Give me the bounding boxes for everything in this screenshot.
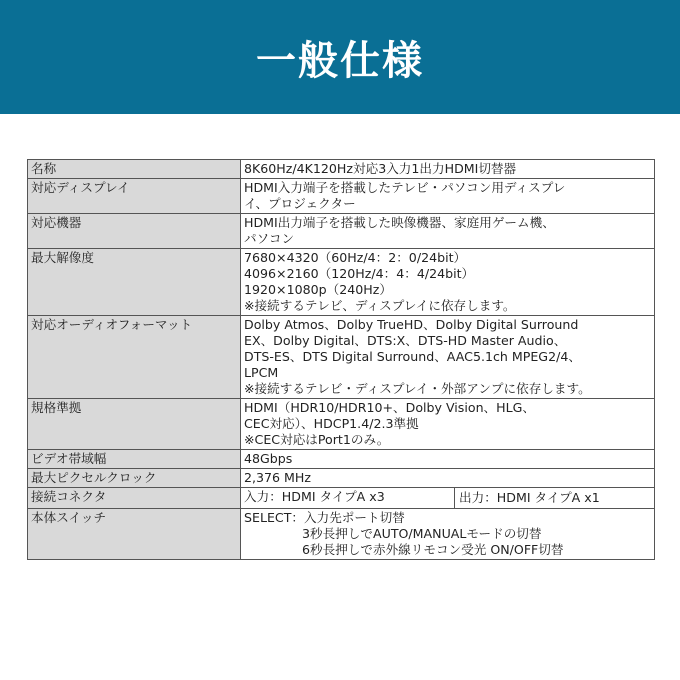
spec-table <box>27 159 655 560</box>
row-label: 名称 <box>28 160 241 179</box>
table-row <box>28 488 655 509</box>
value-line: Dolby Atmos、Dolby TrueHD、Dolby Digital Surround <box>244 317 579 332</box>
value-line: 48Gbps <box>244 451 293 466</box>
row-label: 対応ディスプレイ <box>28 179 241 214</box>
value-line: 4096×2160（120Hz/4：4：4/24bit） <box>244 266 475 281</box>
page-title: 一般仕様 <box>256 37 424 84</box>
table-row <box>28 249 655 316</box>
row-label: ビデオ帯域幅 <box>28 450 241 469</box>
value-line: EX、Dolby Digital、DTS:X、DTS-HD Master Audio、 <box>244 333 567 348</box>
value-line: HDMI（HDR10/HDR10+、Dolby Vision、HLG、 <box>244 400 535 415</box>
row-value <box>241 249 655 316</box>
connector-input: 入力：HDMI タイプA x3 <box>244 488 455 508</box>
row-label: 対応オーディオフォーマット <box>28 316 241 399</box>
table-row <box>28 469 655 488</box>
value-line: 3秒長押しでAUTO/MANUALモードの切替 <box>302 526 542 541</box>
row-label: 規格準拠 <box>28 399 241 450</box>
value-line: ※接続するテレビ・ディスプレイ・外部アンプに依存します。 <box>244 381 591 396</box>
table-row <box>28 316 655 399</box>
row-label: 本体スイッチ <box>28 509 241 560</box>
row-value <box>241 316 655 399</box>
value-line: HDMI出力端子を搭載した映像機器、家庭用ゲーム機、 <box>244 215 555 230</box>
header-banner <box>0 0 680 114</box>
value-line: 6秒長押しで赤外線リモコン受光 ON/OFF切替 <box>302 542 564 557</box>
row-label: 接続コネクタ <box>28 488 241 509</box>
row-label: 最大解像度 <box>28 249 241 316</box>
row-value <box>241 179 655 214</box>
row-value <box>241 450 655 469</box>
connector-output: 出力：HDMI タイプA x1 <box>459 490 600 505</box>
connector-split <box>244 489 651 507</box>
table-row <box>28 399 655 450</box>
row-value <box>241 469 655 488</box>
value-line: 8K60Hz/4K120Hz対応3入力1出力HDMI切替器 <box>244 161 517 176</box>
value-line: LPCM <box>244 365 279 380</box>
value-line: CEC対応）、HDCP1.4/2.3準拠 <box>244 416 419 431</box>
row-value <box>241 488 655 509</box>
value-line: イ、プロジェクター <box>244 196 356 211</box>
table-row <box>28 160 655 179</box>
row-value <box>241 160 655 179</box>
table-row <box>28 450 655 469</box>
value-line: SELECT：入力先ポート切替 <box>244 510 405 525</box>
value-line: DTS-ES、DTS Digital Surround、AAC5.1ch MPEG2/4、 <box>244 349 581 364</box>
value-line: 1920×1080p（240Hz） <box>244 282 392 297</box>
row-value <box>241 509 655 560</box>
row-label: 最大ピクセルクロック <box>28 469 241 488</box>
value-line: パソコン <box>244 231 295 246</box>
value-line: HDMI入力端子を搭載したテレビ・パソコン用ディスプレ <box>244 180 566 195</box>
value-line: 7680×4320（60Hz/4：2：0/24bit） <box>244 250 467 265</box>
table-row <box>28 509 655 560</box>
value-line: ※CEC対応はPort1のみ。 <box>244 432 390 447</box>
row-label: 対応機器 <box>28 214 241 249</box>
value-line: 2,376 MHz <box>244 470 312 485</box>
row-value <box>241 399 655 450</box>
row-value <box>241 214 655 249</box>
table-row <box>28 179 655 214</box>
value-line: ※接続するテレビ、ディスプレイに依存します。 <box>244 298 516 313</box>
table-row <box>28 214 655 249</box>
